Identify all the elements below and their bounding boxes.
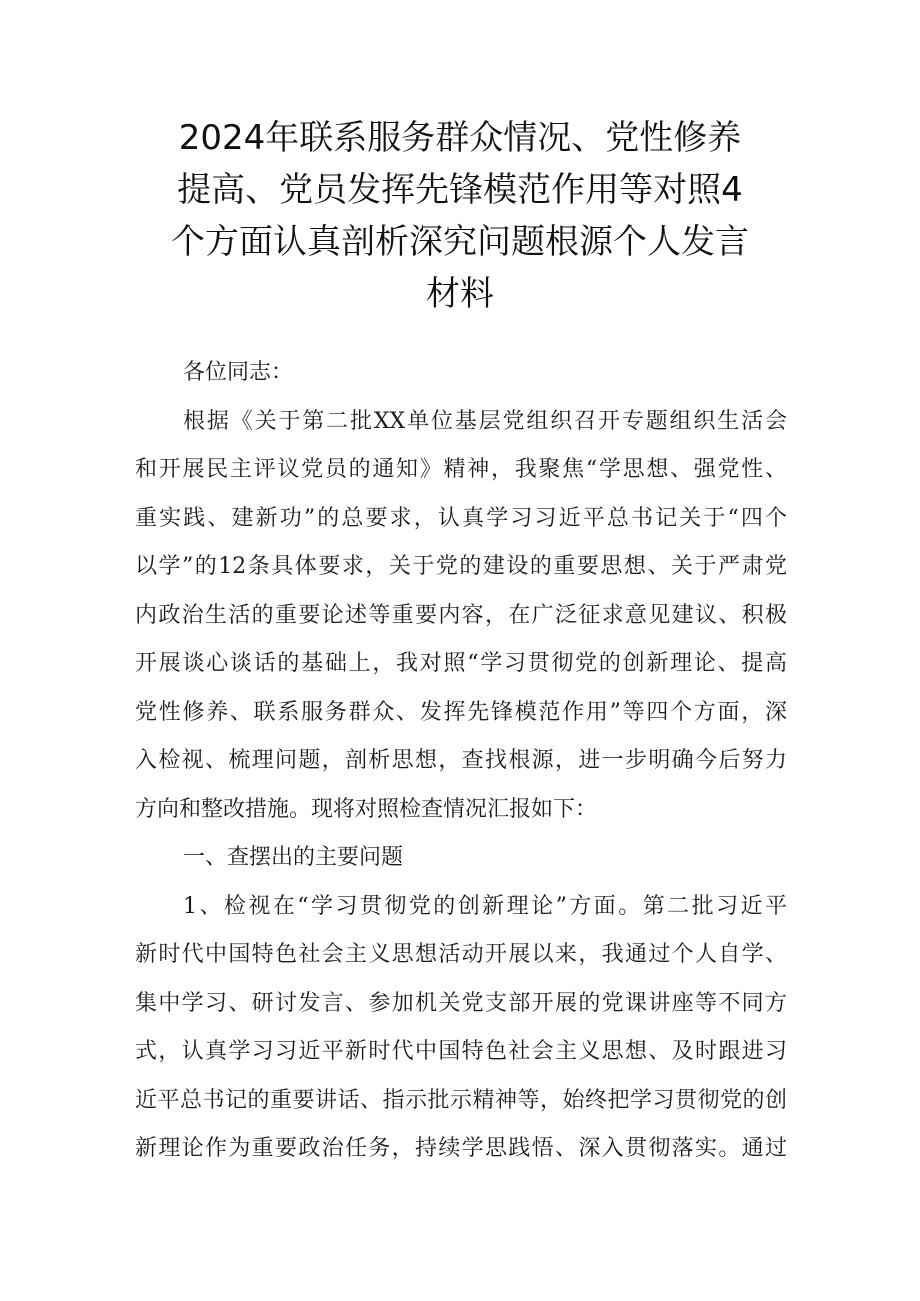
salutation: 各位同志：	[183, 360, 294, 385]
paragraph-line: 党性修养、联系服务群众、发挥先锋模范作用”等四个方面，深	[135, 699, 787, 725]
paragraph-line: 1、检视在“学习贯彻党的创新理论”方面。第二批习近平	[183, 893, 787, 919]
title-line: 提高、党员发挥先锋模范作用等对照4	[177, 170, 743, 210]
paragraph-1	[135, 398, 787, 835]
paragraph-line: 新时代中国特色社会主义思想活动开展以来，我通过个人自学、	[135, 942, 787, 967]
paragraph-line: 开展谈心谈话的基础上，我对照“学习贯彻党的创新理论、提高	[135, 651, 787, 676]
section-heading: 一、查摆出的主要问题	[183, 845, 404, 870]
paragraph-line: 重实践、建新功”的总要求，认真学习习近平总书记关于“四个	[135, 505, 787, 531]
document-title	[130, 112, 790, 320]
paragraph-line: 以学”的12条具体要求，关于党的建设的重要思想、关于严肃党	[135, 554, 787, 579]
paragraph-line: 新理论作为重要政治任务，持续学思践悟、深入贯彻落实。通过	[135, 1136, 787, 1161]
paragraph-line: 入检视、梳理问题，剖析思想，查找根源，进一步明确今后努力	[135, 748, 787, 773]
document-body	[135, 349, 787, 1174]
paragraph-line: 内政治生活的重要论述等重要内容，在广泛征求意见建议、积极	[135, 602, 787, 628]
title-line: 2024年联系服务群众情况、党性修养	[178, 118, 742, 158]
title-line: 个方面认真剖析深究问题根源个人发言	[171, 222, 749, 262]
paragraph-line: 集中学习、研讨发言、参加机关党支部开展的党课讲座等不同方	[135, 990, 787, 1016]
paragraph-line: 方向和整改措施。现将对照检查情况汇报如下：	[135, 796, 598, 822]
paragraph-line: 近平总书记的重要讲话、指示批示精神等，始终把学习贯彻党的创	[135, 1087, 787, 1113]
paragraph-2	[135, 883, 787, 1174]
paragraph-line: 和开展民主评议党员的通知》精神，我聚焦“学思想、强党性、	[135, 457, 787, 482]
paragraph-line: 式，认真学习习近平新时代中国特色社会主义思想、及时跟进习	[135, 1039, 787, 1064]
title-line: 材料	[426, 274, 494, 314]
paragraph-line: 根据《关于第二批XX单位基层党组织召开专题组织生活会	[183, 408, 787, 434]
